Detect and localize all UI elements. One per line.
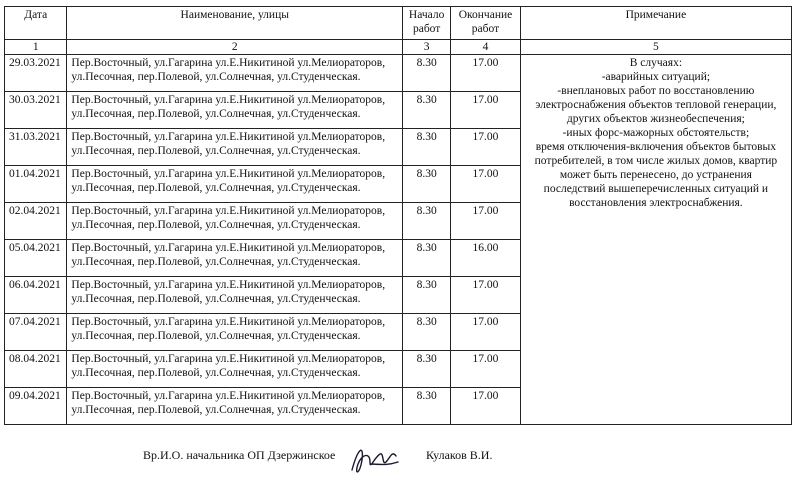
streets-line: Пер.Восточный, ул.Гагарина ул.Е.Никитиной ул.Мелиораторов, (71, 390, 386, 402)
row-streets (67, 92, 403, 129)
row-start-time: 8.30 (403, 240, 451, 277)
row-date: 02.04.2021 (5, 203, 67, 240)
streets-line: Пер.Восточный, ул.Гагарина ул.Е.Никитиной ул.Мелиораторов, (71, 94, 386, 106)
row-streets (67, 240, 403, 277)
table-row (5, 55, 792, 92)
column-number: 5 (520, 40, 791, 55)
row-date: 31.03.2021 (5, 129, 67, 166)
note-line: В случаях: (629, 57, 683, 69)
row-streets (67, 351, 403, 388)
row-streets (67, 166, 403, 203)
row-end-time: 17.00 (451, 92, 521, 129)
signatory-position: Вр.И.О. начальника ОП Дзержинское (143, 448, 336, 462)
schedule-sheet (4, 6, 792, 425)
row-end-time: 17.00 (451, 203, 521, 240)
outage-schedule-table (4, 6, 792, 425)
row-date: 08.04.2021 (5, 351, 67, 388)
row-start-time: 8.30 (403, 203, 451, 240)
streets-line: Пер.Восточный, ул.Гагарина ул.Е.Никитиной ул.Мелиораторов, (71, 205, 386, 217)
row-end-time: 17.00 (451, 388, 521, 425)
row-end-time: 17.00 (451, 129, 521, 166)
row-end-time: 16.00 (451, 240, 521, 277)
column-number: 2 (67, 40, 403, 55)
note-cell (520, 55, 791, 425)
note-line: может быть перенесено, до устранения (559, 169, 752, 181)
streets-line: ул.Песочная, пер.Полевой, ул.Солнечная, ул.Студенческая. (71, 182, 361, 194)
table-body (5, 55, 792, 425)
streets-line: Пер.Восточный, ул.Гагарина ул.Е.Никитиной ул.Мелиораторов, (71, 57, 386, 69)
streets-line: ул.Песочная, пер.Полевой, ул.Солнечная, ул.Студенческая. (71, 367, 361, 379)
row-end-time: 17.00 (451, 277, 521, 314)
note-line: время отключения-включения объектов бытовых (535, 141, 777, 153)
streets-line: ул.Песочная, пер.Полевой, ул.Солнечная, ул.Студенческая. (71, 330, 361, 342)
streets-line: ул.Песочная, пер.Полевой, ул.Солнечная, ул.Студенческая. (71, 404, 361, 416)
streets-line: ул.Песочная, пер.Полевой, ул.Солнечная, ул.Студенческая. (71, 71, 361, 83)
row-streets (67, 277, 403, 314)
streets-line: Пер.Восточный, ул.Гагарина ул.Е.Никитиной ул.Мелиораторов, (71, 353, 386, 365)
note-line: последствий вышеперечисленных ситуаций и (543, 183, 769, 195)
streets-line: Пер.Восточный, ул.Гагарина ул.Е.Никитиной ул.Мелиораторов, (71, 279, 386, 291)
note-line: -внеплановых работ по восстановлению (557, 85, 755, 97)
row-start-time: 8.30 (403, 388, 451, 425)
column-number: 3 (403, 40, 451, 55)
streets-line: Пер.Восточный, ул.Гагарина ул.Е.Никитиной ул.Мелиораторов, (71, 316, 386, 328)
row-streets (67, 203, 403, 240)
row-start-time: 8.30 (403, 314, 451, 351)
row-date: 29.03.2021 (5, 55, 67, 92)
streets-line: Пер.Восточный, ул.Гагарина ул.Е.Никитиной ул.Мелиораторов, (71, 168, 386, 180)
note-line: -аварийных ситуаций; (601, 71, 711, 83)
streets-line: ул.Песочная, пер.Полевой, ул.Солнечная, ул.Студенческая. (71, 256, 361, 268)
row-streets (67, 388, 403, 425)
streets-line: ул.Песочная, пер.Полевой, ул.Солнечная, ул.Студенческая. (71, 108, 361, 120)
row-streets (67, 314, 403, 351)
streets-line: ул.Песочная, пер.Полевой, ул.Солнечная, ул.Студенческая. (71, 293, 361, 305)
note-line: -иных форс-мажорных обстоятельств; (562, 127, 750, 139)
row-end-time: 17.00 (451, 55, 521, 92)
row-date: 06.04.2021 (5, 277, 67, 314)
row-date: 09.04.2021 (5, 388, 67, 425)
row-start-time: 8.30 (403, 129, 451, 166)
row-start-time: 8.30 (403, 166, 451, 203)
streets-line: Пер.Восточный, ул.Гагарина ул.Е.Никитиной ул.Мелиораторов, (71, 131, 386, 143)
row-date: 01.04.2021 (5, 166, 67, 203)
row-streets (67, 55, 403, 92)
row-end-time: 17.00 (451, 351, 521, 388)
note-line: восстановления электроснабжения. (569, 197, 743, 209)
table-header-row (5, 7, 792, 40)
header-note: Примечание (520, 7, 791, 40)
streets-line: Пер.Восточный, ул.Гагарина ул.Е.Никитиной ул.Мелиораторов, (71, 242, 386, 254)
signatory-name: Кулаков В.И. (426, 448, 493, 462)
note-line: потребителей, в том числе жилых домов, квартир (534, 155, 778, 167)
handwritten-signature (340, 440, 410, 480)
header-streets: Наименование, улицы (67, 7, 403, 40)
row-start-time: 8.30 (403, 351, 451, 388)
note-line: электроснабжения объектов тепловой генерации, (535, 99, 777, 111)
column-number: 1 (5, 40, 67, 55)
streets-line: ул.Песочная, пер.Полевой, ул.Солнечная, ул.Студенческая. (71, 145, 361, 157)
row-start-time: 8.30 (403, 92, 451, 129)
row-date: 07.04.2021 (5, 314, 67, 351)
header-start: Начало работ (403, 7, 451, 40)
column-number: 4 (451, 40, 521, 55)
row-start-time: 8.30 (403, 277, 451, 314)
row-end-time: 17.00 (451, 314, 521, 351)
column-number-row (5, 40, 792, 55)
streets-line: ул.Песочная, пер.Полевой, ул.Солнечная, ул.Студенческая. (71, 219, 361, 231)
row-date: 05.04.2021 (5, 240, 67, 277)
header-date: Дата (5, 7, 67, 40)
row-end-time: 17.00 (451, 166, 521, 203)
row-date: 30.03.2021 (5, 92, 67, 129)
row-start-time: 8.30 (403, 55, 451, 92)
note-line: других объектов жизнеобеспечения; (566, 113, 745, 125)
row-streets (67, 129, 403, 166)
header-end: Окончание работ (451, 7, 521, 40)
signature-footer (0, 440, 800, 480)
